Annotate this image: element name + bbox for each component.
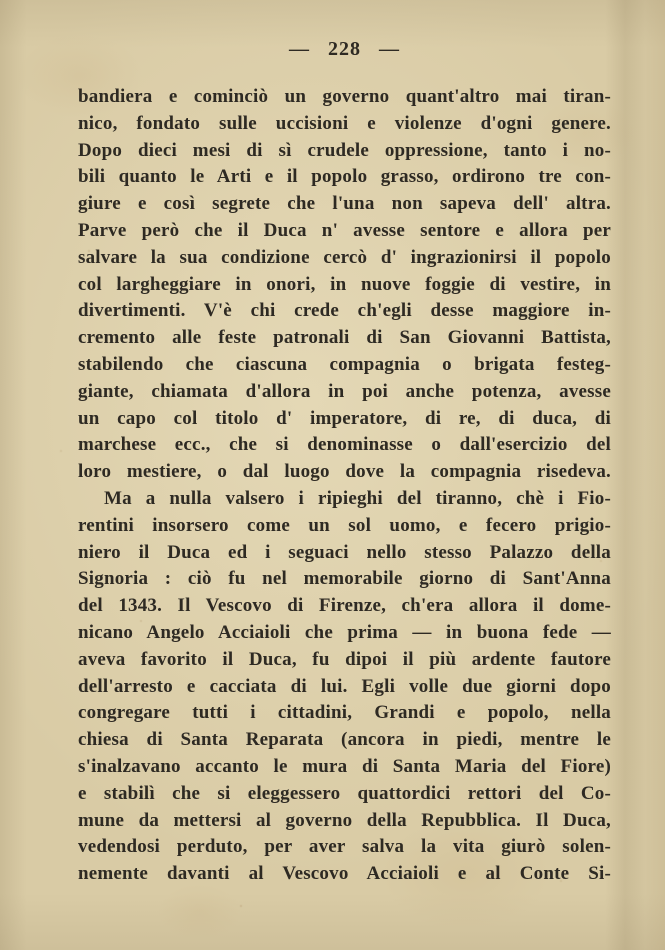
text-line: cremento alle feste patronali di San Giovanni Battista,: [78, 327, 611, 349]
text-line: niero il Duca ed i seguaci nello stesso Palazzo della: [78, 541, 611, 563]
text-line: Signoria : ciò fu nel memorabile giorno di Sant'Anna: [78, 568, 611, 590]
text-line: congregare tutti i cittadini, Grandi e popolo, nella: [78, 702, 611, 724]
text-line: Ma a nulla valsero i ripieghi del tiranno, chè i Fio-: [104, 487, 611, 509]
text-line: e stabilì che si eleggessero quattordici rettori del Co-: [78, 782, 611, 804]
paragraph-2: [78, 486, 611, 888]
text-line: s'inalzavano accanto le mura di Santa Maria del Fiore): [78, 755, 611, 777]
text-line: stabilendo che ciascuna compagnia o brigata festeg-: [78, 353, 611, 375]
text-line: vedendosi perduto, per aver salva la vita giurò solen-: [78, 836, 611, 858]
text-line: aveva favorito il Duca, fu dipoi il più ardente fautore: [78, 648, 611, 670]
text-line: salvare la sua condizione cercò d' ingrazionirsi il popolo: [78, 246, 611, 268]
text-line: mune da mettersi al governo della Repubblica. Il Duca,: [78, 809, 611, 831]
text-line: un capo col titolo d' imperatore, di re, di duca, di: [78, 407, 611, 429]
text-line: giure e così segrete che l'una non sapeva dell' altra.: [78, 193, 611, 215]
text-line: nico, fondato sulle uccisioni e violenze d'ogni genere.: [78, 112, 611, 134]
text-line: rentini insorsero come un sol uomo, e fecero prigio-: [78, 514, 611, 536]
text-line: del 1343. Il Vescovo di Firenze, ch'era allora il dome-: [78, 595, 611, 617]
text-line: nemente davanti al Vescovo Acciaioli e al Conte Si-: [78, 863, 611, 885]
page-number: — 228 —: [289, 38, 400, 60]
text-line: Parve però che il Duca n' avesse sentore e allora per: [78, 219, 611, 241]
text-line: divertimenti. V'è chi crede ch'egli desse maggiore in-: [78, 300, 611, 322]
text-line: giante, chiamata d'allora in poi anche potenza, avesse: [78, 380, 611, 402]
text-line: Dopo dieci mesi di sì crudele oppressione, tanto i no-: [78, 139, 611, 161]
page-text: [78, 84, 611, 888]
text-line: chiesa di Santa Reparata (ancora in piedi, mentre le: [78, 729, 611, 751]
text-line: nicano Angelo Acciaioli che prima — in buona fede —: [78, 621, 611, 643]
text-line: dell'arresto e cacciata di lui. Egli volle due giorni dopo: [78, 675, 611, 697]
text-line: bandiera e cominciò un governo quant'altro mai tiran-: [78, 86, 611, 107]
text-line: bili quanto le Arti e il popolo grasso, ordirono tre con-: [78, 166, 611, 188]
text-line: marchese ecc., che si denominasse o dall'esercizio del: [78, 434, 611, 456]
paragraph-1: [78, 84, 611, 486]
text-line: col largheggiare in onori, in nuove foggie di vestire, in: [78, 273, 611, 295]
text-line: loro mestiere, o dal luogo dove la compagnia risedeva.: [78, 461, 611, 483]
